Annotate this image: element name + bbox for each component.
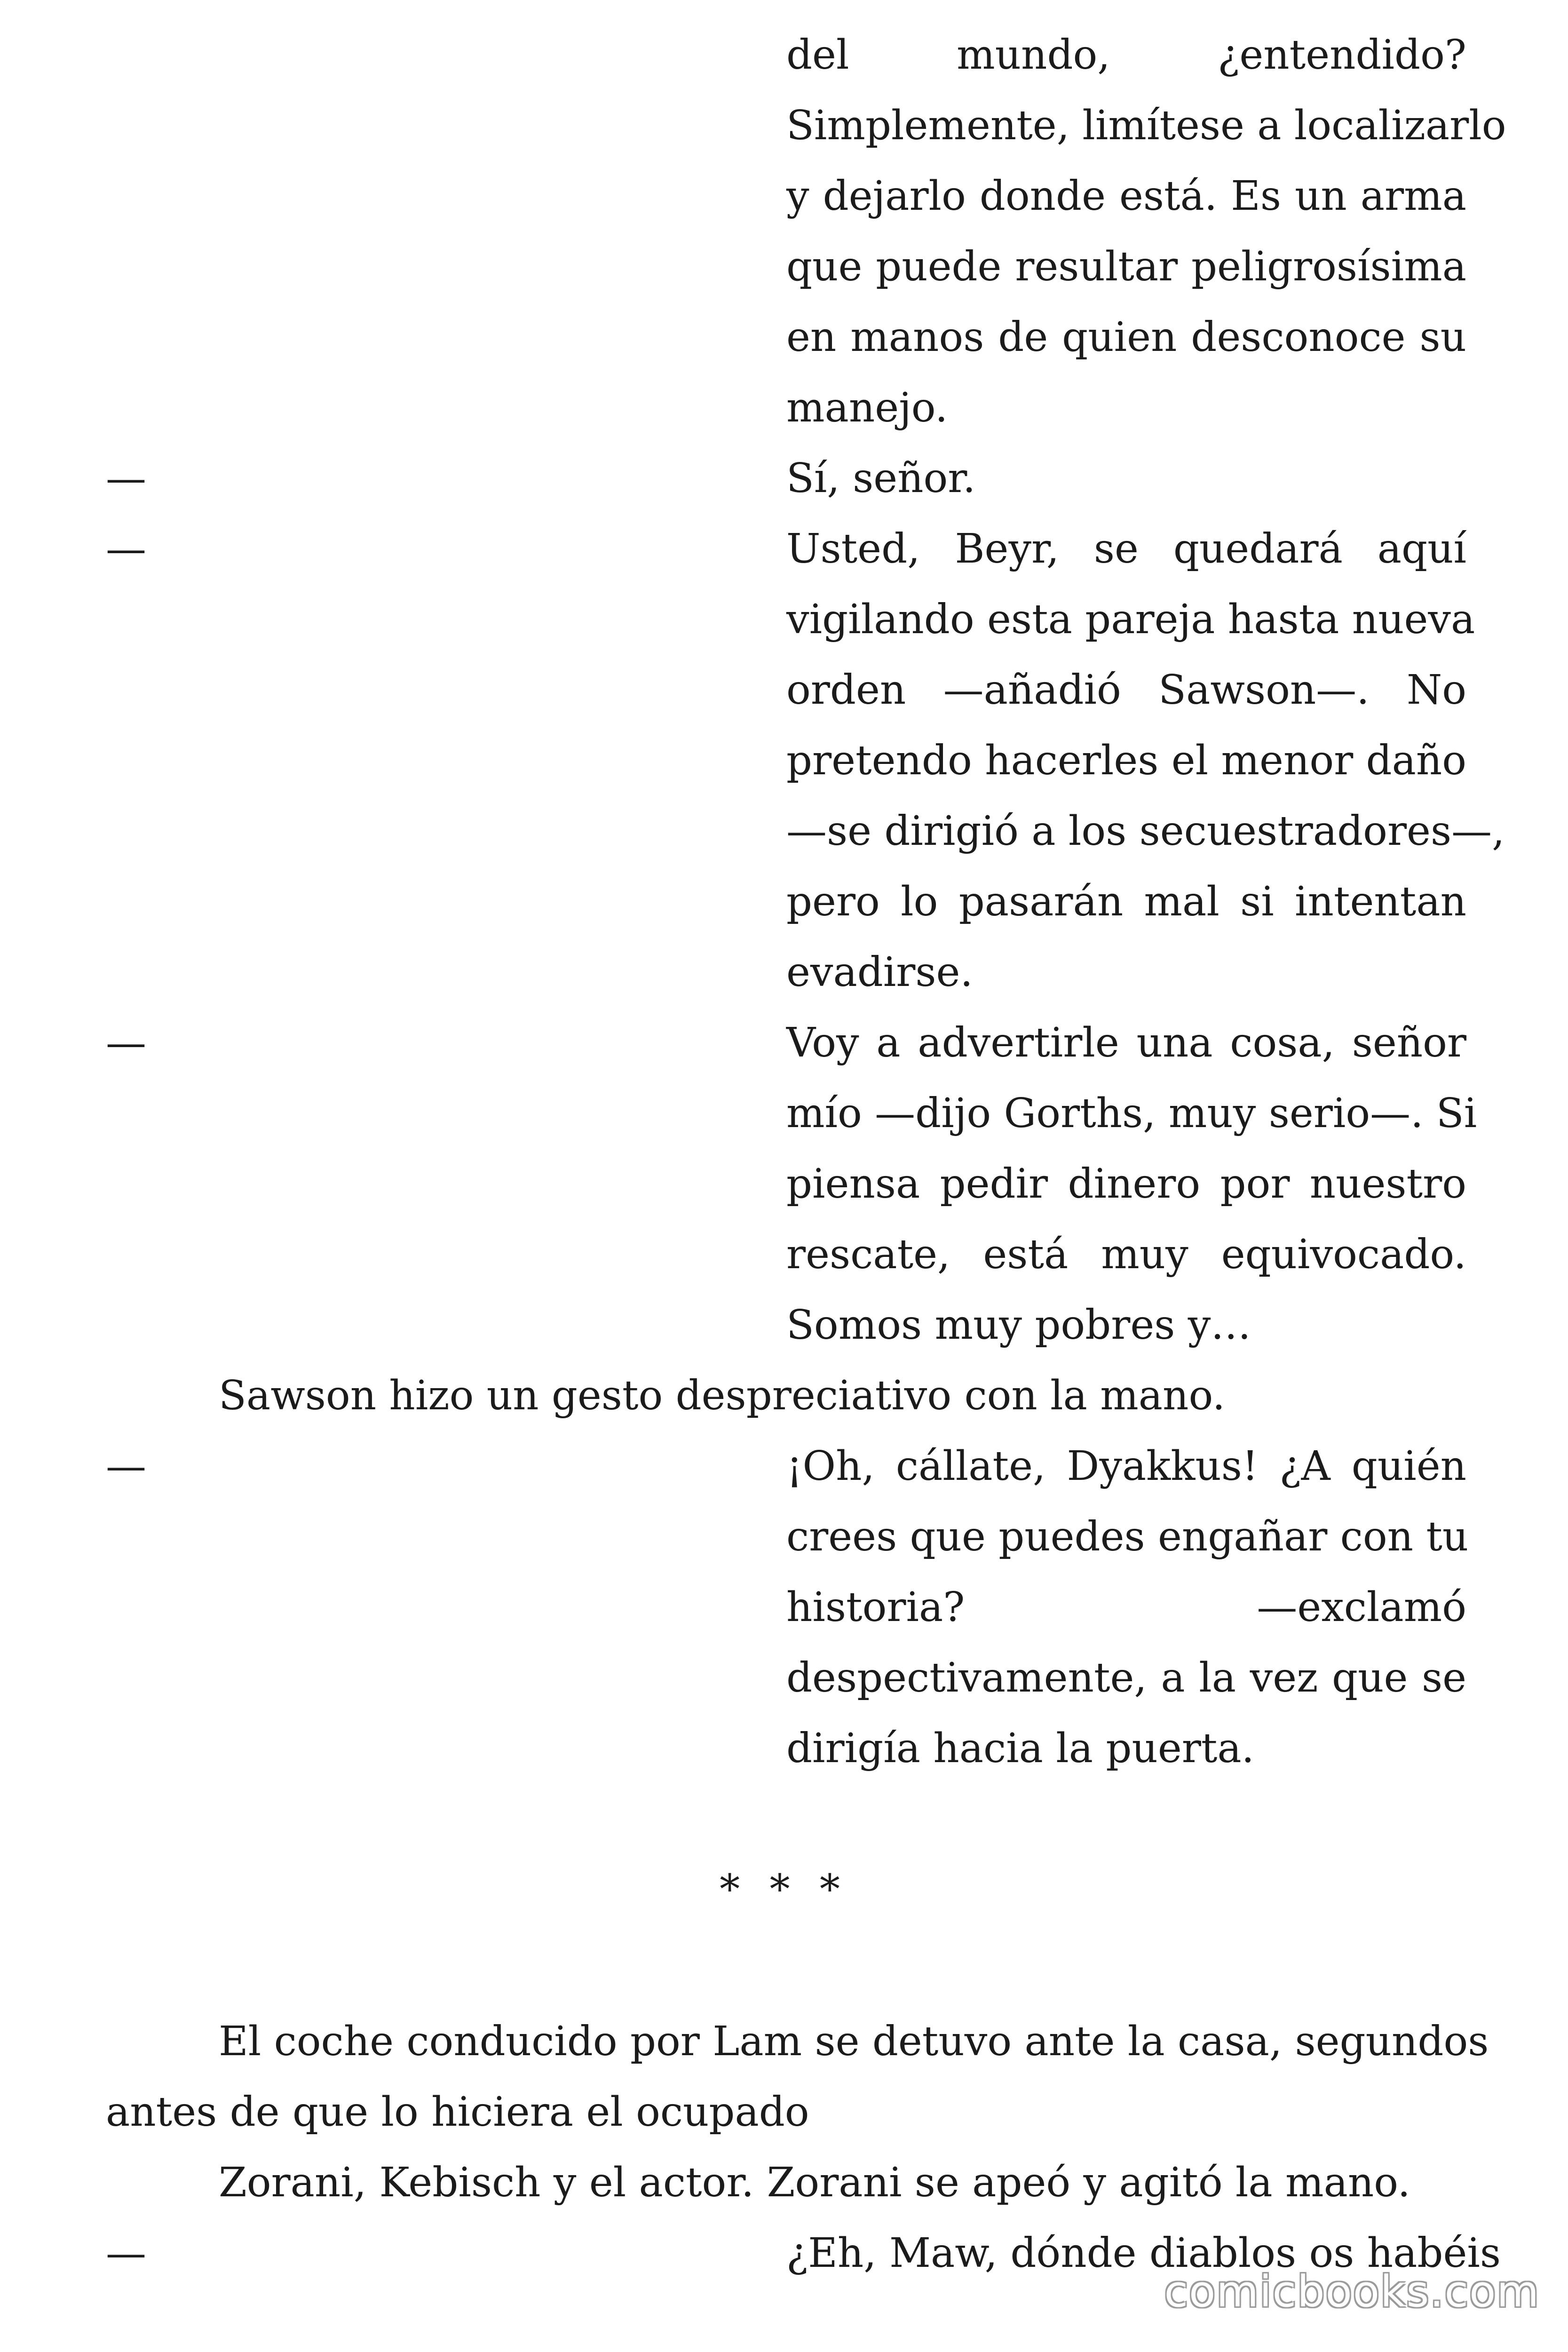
text-line: Somos muy pobres y… (786, 1302, 1251, 1349)
dialogue-dash: — (106, 455, 146, 502)
dialogue-dash: — (106, 1443, 146, 1490)
text-line: vigilando esta pareja hasta nueva (786, 596, 1475, 643)
text-line: Usted, Beyr, se quedará aquí (786, 525, 1466, 572)
text-line: despectivamente, a la vez que se (786, 1654, 1466, 1701)
text-line: Simplemente, limítese a localizarlo (786, 102, 1506, 149)
watermark-logo: comicbooks.com (1164, 2266, 1540, 2317)
text-line: Voy a advertirle una cosa, señor (786, 1019, 1466, 1066)
text-line: mío —dijo Gorths, muy serio—. Si (786, 1090, 1477, 1137)
text-line: ¿Eh, Maw, dónde diablos os habéis (786, 2230, 1501, 2277)
text-line: que puede resultar peligrosísima (786, 243, 1466, 290)
text-line: del mundo, ¿entendido? (786, 32, 1466, 79)
text-line: historia? —exclamó (786, 1584, 1466, 1631)
text-line: y dejarlo donde está. Es un arma (786, 173, 1466, 220)
scene-separator: * * * (720, 1866, 848, 1913)
text-line: Sí, señor. (786, 455, 976, 502)
dialogue-dash: — (106, 525, 146, 572)
text-line: pretendo hacerles el menor daño (786, 737, 1467, 784)
narration-line: Zorani, Kebisch y el actor. Zorani se apeó y agitó la mano. (219, 2159, 1410, 2206)
text-line: ¡Oh, cállate, Dyakkus! ¿A quién (786, 1443, 1466, 1490)
narration-line: antes de que lo hiciera el ocupado (106, 2089, 809, 2136)
text-line: pero lo pasarán mal si intentan (786, 878, 1466, 925)
text-line: crees que puedes engañar con tu (786, 1513, 1469, 1560)
text-line: rescate, está muy equivocado. (786, 1231, 1466, 1278)
text-line: manejo. (786, 384, 948, 431)
text-line: en manos de quien desconoce su (786, 314, 1466, 361)
dialogue-dash: — (106, 1019, 146, 1066)
text-line: —se dirigió a los secuestradores—, (786, 808, 1505, 855)
text-line: evadirse. (786, 949, 973, 996)
text-line: orden —añadió Sawson—. No (786, 667, 1466, 714)
text-line: dirigía hacia la puerta. (786, 1725, 1255, 1772)
narration-line: Sawson hizo un gesto despreciativo con la mano. (219, 1372, 1226, 1419)
text-line: piensa pedir dinero por nuestro (786, 1160, 1466, 1208)
dialogue-dash: — (106, 2230, 146, 2277)
narration-line: El coche conducido por Lam se detuvo ante la casa, segundos (219, 2018, 1489, 2065)
